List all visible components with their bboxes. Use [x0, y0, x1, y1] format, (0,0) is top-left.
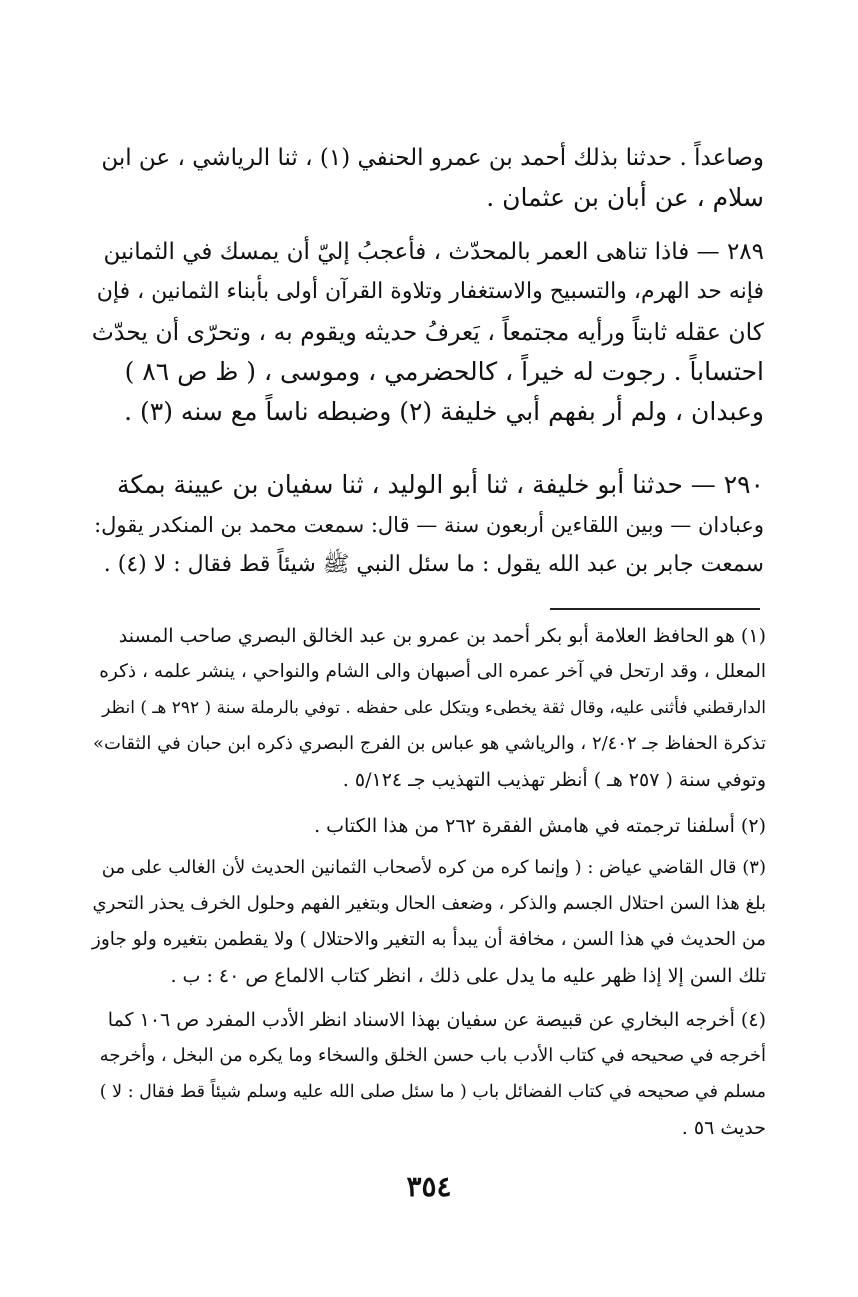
footnote-line: تذكرة الحفاظ جـ ٢/٤٠٢ ، والرياشي هو عباس بن الفرج البصري ذكره ابن حبان في الثقات» [92, 733, 766, 754]
page-number: ٣٥٤ [406, 1170, 452, 1203]
text-line: وعبدان ، ولم أر بفهم أبي خليفة (٢) وضبطه ناساً مع سنه (٣) . [124, 397, 764, 426]
text-line: ٢٨٩ — فاذا تناهى العمر بالمحدّث ، فأعجبُ إليّ أن يمسك في الثمانين [103, 239, 764, 265]
text-line: كان عقله ثابتاً ورأيه مجتمعاً ، يَعرفُ حديثه ويقوم به ، وتحرّى أن يحدّث [91, 318, 764, 346]
footnote-1 [86, 618, 766, 798]
text-line: سلام ، عن أبان بن عثمان . [486, 183, 764, 212]
footnote-line: حديث ٥٦ . [681, 1117, 766, 1139]
footnote-2 [86, 808, 766, 844]
footnote-line: (٤) أخرجه البخاري عن قبيصة عن سفيان بهذا الاسناد انظر الأدب المفرد ص ١٠٦ كما [107, 1009, 766, 1031]
footnote-line: من الحديث في هذا السن ، مخافة أن يبدأ به التغير والاحتلال ) ولا يقطمن بتغيره ولو جاوز [91, 929, 766, 950]
text-line: سمعت جابر بن عبد الله يقول : ما سئل النبي ﷺ شيئاً قط فقال : لا (٤) . [103, 552, 764, 577]
text-line: وعبادان — وبين اللقاءين أربعون سنة — قال: سمعت محمد بن المنكدر يقول: [94, 513, 764, 537]
footnote-line: (١) هو الحافظ العلامة أبو بكر أحمد بن عمرو بن عبد الخالق البصري صاحب المسند [118, 625, 766, 647]
footnote-line: الدارقطني فأثنى عليه، وقال ثقة يخطىء ويتكل على حفظه . توفي بالرملة سنة ( ٢٩٢ هـ ) انظر [102, 698, 766, 718]
footnote-line: (٢) أسلفنا ترجمته في هامش الفقرة ٢٦٢ من هذا الكتاب . [314, 815, 766, 837]
text-line: احتساباً . رجوت له خيراً ، كالحضرمي ، وموسى ، ( ظ ص ٨٦ ) [124, 357, 764, 386]
footnote-4 [86, 1002, 766, 1146]
paragraph-290 [92, 465, 764, 585]
footnote-line: تلك السن إلا إذا ظهر عليه ما يدل على ذلك ، انظر كتاب الالماع ص ٤٠ : ب . [170, 965, 766, 987]
footnote-line: أخرجه في صحيحه في كتاب الأدب باب حسن الخلق والسخاء وما يكره من البخل ، وأخرجه [99, 1045, 766, 1066]
footnote-line: وتوفي سنة ( ٢٥٧ هـ ) أنظر تهذيب التهذيب جـ ٥/١٢٤ . [342, 769, 766, 791]
footnote-line: بلغ هذا السن احتلال الجسم والذكر ، وضعف الحال وبتغير الفهم وحلول الخرف يحذر التحري [92, 893, 766, 914]
main-text-block-1 [92, 138, 764, 218]
footnote-3 [86, 850, 766, 994]
footnote-divider [550, 608, 760, 610]
text-line: فإنه حد الهرم، والتسبيح والاستغفار وتلاوة القرآن أولى بأبناء الثمانين ، فإن [96, 279, 764, 304]
footnote-line: مسلم في صحيحه في كتاب الفضائل باب ( ما سئل صلى الله عليه وسلم شيئاً قط فقال : لا ) [99, 1082, 766, 1102]
paragraph-289 [92, 232, 764, 432]
footnote-line: المعلل ، وقد ارتحل في آخر عمره الى أصبهان والى الشام والنواحي ، ينشر علمه ، ذكره [99, 661, 766, 682]
text-line: ٢٩٠ — حدثنا أبو خليفة ، ثنا أبو الوليد ، ثنا سفيان بن عيينة بمكة [116, 470, 764, 499]
text-line: وصاعداً . حدثنا بذلك أحمد بن عمرو الحنفي (١) ، ثنا الرياشي ، عن ابن [101, 145, 764, 171]
footnote-line: (٣) قال القاضي عياض : ( وإنما كره من كره لأصحاب الثمانين الحديث لأن الغالب على من [101, 857, 766, 878]
